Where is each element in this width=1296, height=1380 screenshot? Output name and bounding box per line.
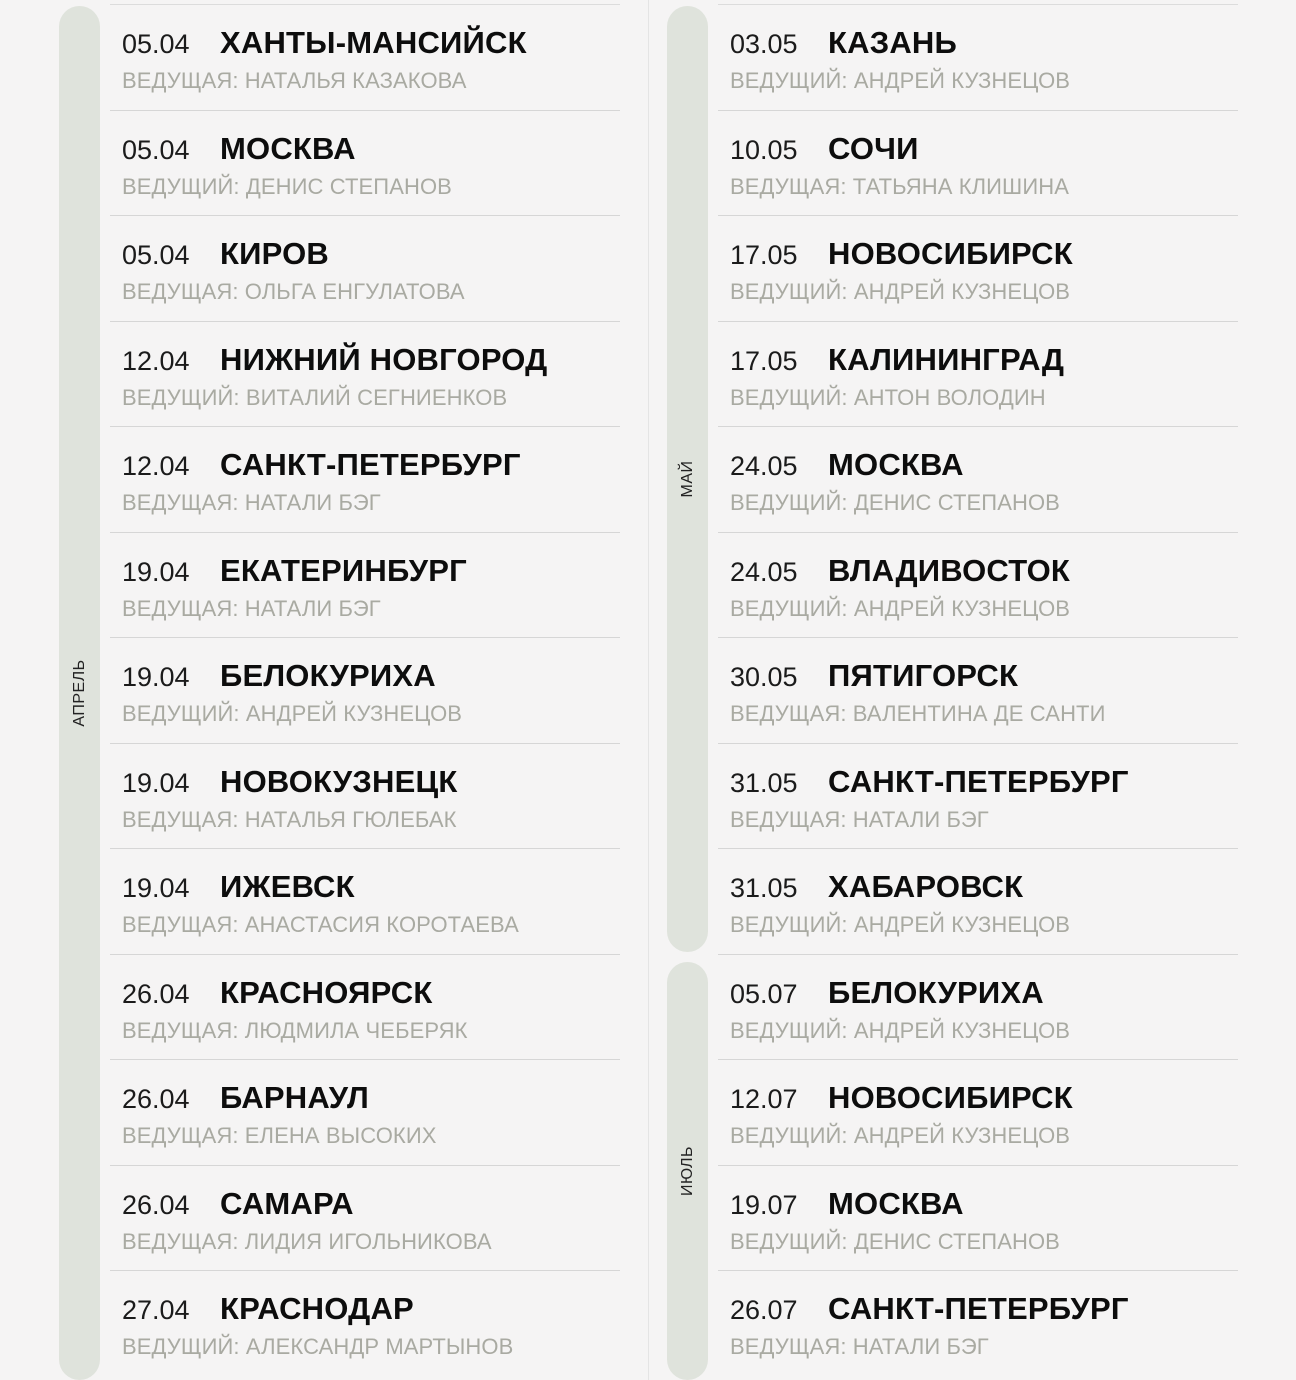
event-list-may-july (718, 5, 1238, 1377)
event-city: КРАСНОЯРСК (220, 974, 433, 1010)
event-date: 31.05 (730, 767, 798, 798)
event-city: БАРНАУЛ (220, 1080, 370, 1115)
event-host: ВЕДУЩИЙ: АНДРЕЙ КУЗНЕЦОВ (730, 1017, 1071, 1043)
event-item (110, 427, 620, 533)
event-host: ВЕДУЩАЯ: НАТАЛИ БЭГ (122, 490, 381, 515)
event-city: БЕЛОКУРИХА (220, 658, 436, 693)
event-city: САНКТ-ПЕТЕРБУРГ (828, 763, 1129, 799)
event-item (110, 638, 620, 744)
event-date: 24.05 (730, 451, 798, 481)
event-host: ВЕДУЩИЙ: АНДРЕЙ КУЗНЕЦОВ (730, 1123, 1071, 1148)
event-item (718, 955, 1238, 1061)
event-city: САМАРА (220, 1185, 354, 1221)
month-bar-may (667, 6, 708, 952)
event-host: ВЕДУЩИЙ: ВИТАЛИЙ СЕГНИЕНКОВ (122, 384, 508, 410)
event-item (110, 1271, 620, 1377)
event-date: 12.04 (122, 451, 190, 481)
event-city: МОСКВА (828, 447, 964, 482)
event-host: ВЕДУЩАЯ: НАТАЛИ БЭГ (730, 806, 989, 832)
event-host: ВЕДУЩАЯ: ОЛЬГА ЕНГУЛАТОВА (122, 279, 465, 304)
event-item (110, 1060, 620, 1166)
event-city: ИЖЕВСК (220, 869, 355, 904)
event-item (718, 111, 1238, 217)
event-city: ВЛАДИВОСТОК (828, 552, 1071, 588)
event-date: 27.04 (122, 1295, 190, 1325)
event-date: 30.05 (730, 662, 798, 692)
event-date: 19.04 (122, 873, 190, 903)
event-date: 26.04 (122, 1084, 190, 1114)
event-host: ВЕДУЩИЙ: АНДРЕЙ КУЗНЕЦОВ (730, 279, 1071, 304)
event-host: ВЕДУЩАЯ: НАТАЛЬЯ КАЗАКОВА (122, 68, 467, 93)
event-date: 17.05 (730, 345, 798, 376)
event-date: 24.05 (730, 556, 798, 587)
event-host: ВЕДУЩИЙ: АНДРЕЙ КУЗНЕЦОВ (122, 701, 463, 726)
event-city: НОВОСИБИРСК (828, 1080, 1073, 1115)
event-city: ЕКАТЕРИНБУРГ (220, 552, 467, 588)
event-host: ВЕДУЩИЙ: АНДРЕЙ КУЗНЕЦОВ (730, 595, 1071, 621)
event-date: 03.05 (730, 29, 798, 59)
event-item (718, 1166, 1238, 1272)
event-host: ВЕДУЩАЯ: НАТАЛИ БЭГ (122, 595, 381, 621)
month-bar-april (59, 6, 100, 1380)
event-item (110, 744, 620, 850)
event-item (110, 955, 620, 1061)
event-item (718, 638, 1238, 744)
event-host: ВЕДУЩАЯ: ТАТЬЯНА КЛИШИНА (730, 173, 1069, 199)
event-city: САНКТ-ПЕТЕРБУРГ (828, 1291, 1129, 1326)
event-host: ВЕДУЩАЯ: ЛЮДМИЛА ЧЕБЕРЯК (122, 1017, 468, 1043)
event-date: 26.04 (122, 978, 190, 1009)
event-city: САНКТ-ПЕТЕРБУРГ (220, 447, 521, 482)
event-item (110, 111, 620, 217)
event-date: 26.07 (730, 1295, 798, 1325)
event-host: ВЕДУЩАЯ: НАТАЛИ БЭГ (730, 1334, 989, 1359)
event-city: НОВОСИБИРСК (828, 236, 1073, 271)
event-item (718, 1271, 1238, 1377)
event-host: ВЕДУЩИЙ: ДЕНИС СТЕПАНОВ (730, 490, 1060, 515)
event-item (718, 427, 1238, 533)
event-city: ХАБАРОВСК (828, 869, 1024, 904)
event-city: КАЛИНИНГРАД (828, 341, 1065, 377)
event-host: ВЕДУЩАЯ: АНАСТАСИЯ КОРОТАЕВА (122, 912, 519, 937)
month-label-april: АПРЕЛЬ (70, 659, 88, 727)
event-item (110, 533, 620, 639)
event-item (110, 216, 620, 322)
month-label-may: МАЙ (678, 460, 696, 498)
event-city: НИЖНИЙ НОВГОРОД (220, 341, 548, 377)
event-date: 19.04 (122, 556, 190, 587)
month-label-july: ИЮЛЬ (678, 1146, 696, 1196)
event-host: ВЕДУЩИЙ: АНДРЕЙ КУЗНЕЦОВ (730, 912, 1071, 937)
event-date: 17.05 (730, 240, 798, 270)
event-host: ВЕДУЩИЙ: АЛЕКСАНДР МАРТЫНОВ (122, 1334, 514, 1359)
event-date: 19.04 (122, 767, 190, 798)
event-item (718, 5, 1238, 111)
event-item (110, 1166, 620, 1272)
event-date: 19.07 (730, 1189, 798, 1220)
event-date: 19.04 (122, 662, 190, 692)
event-host: ВЕДУЩАЯ: ЕЛЕНА ВЫСОКИХ (122, 1123, 437, 1148)
event-city: БЕЛОКУРИХА (828, 974, 1044, 1010)
event-date: 05.04 (122, 29, 190, 59)
event-item (718, 1060, 1238, 1166)
event-item (718, 216, 1238, 322)
event-host: ВЕДУЩАЯ: НАТАЛЬЯ ГЮЛЕБАК (122, 806, 457, 832)
event-city: КРАСНОДАР (220, 1291, 414, 1326)
event-city: МОСКВА (220, 130, 356, 166)
event-city: КИРОВ (220, 236, 329, 271)
event-host: ВЕДУЩАЯ: ЛИДИЯ ИГОЛЬНИКОВА (122, 1228, 492, 1254)
event-list-april (110, 5, 620, 1377)
event-date: 12.04 (122, 345, 190, 376)
event-host: ВЕДУЩИЙ: АНДРЕЙ КУЗНЕЦОВ (730, 68, 1071, 93)
event-host: ВЕДУЩИЙ: ДЕНИС СТЕПАНОВ (122, 173, 452, 199)
event-item (110, 849, 620, 955)
month-bar-july (667, 962, 708, 1380)
event-date: 05.04 (122, 240, 190, 270)
event-city: ХАНТЫ-МАНСИЙСК (220, 25, 527, 60)
event-date: 26.04 (122, 1189, 190, 1220)
event-date: 31.05 (730, 873, 798, 903)
event-date: 05.07 (730, 978, 798, 1009)
event-city: НОВОКУЗНЕЦК (220, 763, 458, 799)
event-city: МОСКВА (828, 1185, 964, 1221)
event-city: СОЧИ (828, 130, 919, 166)
event-item (110, 5, 620, 111)
event-item (110, 322, 620, 428)
event-city: ПЯТИГОРСК (828, 658, 1019, 693)
event-item (718, 744, 1238, 850)
event-host: ВЕДУЩИЙ: АНТОН ВОЛОДИН (730, 384, 1046, 410)
event-city: КАЗАНЬ (828, 25, 957, 60)
event-date: 05.04 (122, 134, 190, 165)
event-host: ВЕДУЩАЯ: ВАЛЕНТИНА ДЕ САНТИ (730, 701, 1106, 726)
event-date: 10.05 (730, 134, 798, 165)
event-item (718, 533, 1238, 639)
event-date: 12.07 (730, 1084, 798, 1114)
event-item (718, 849, 1238, 955)
column-divider (648, 0, 649, 1380)
event-item (718, 322, 1238, 428)
event-host: ВЕДУЩИЙ: ДЕНИС СТЕПАНОВ (730, 1228, 1060, 1254)
